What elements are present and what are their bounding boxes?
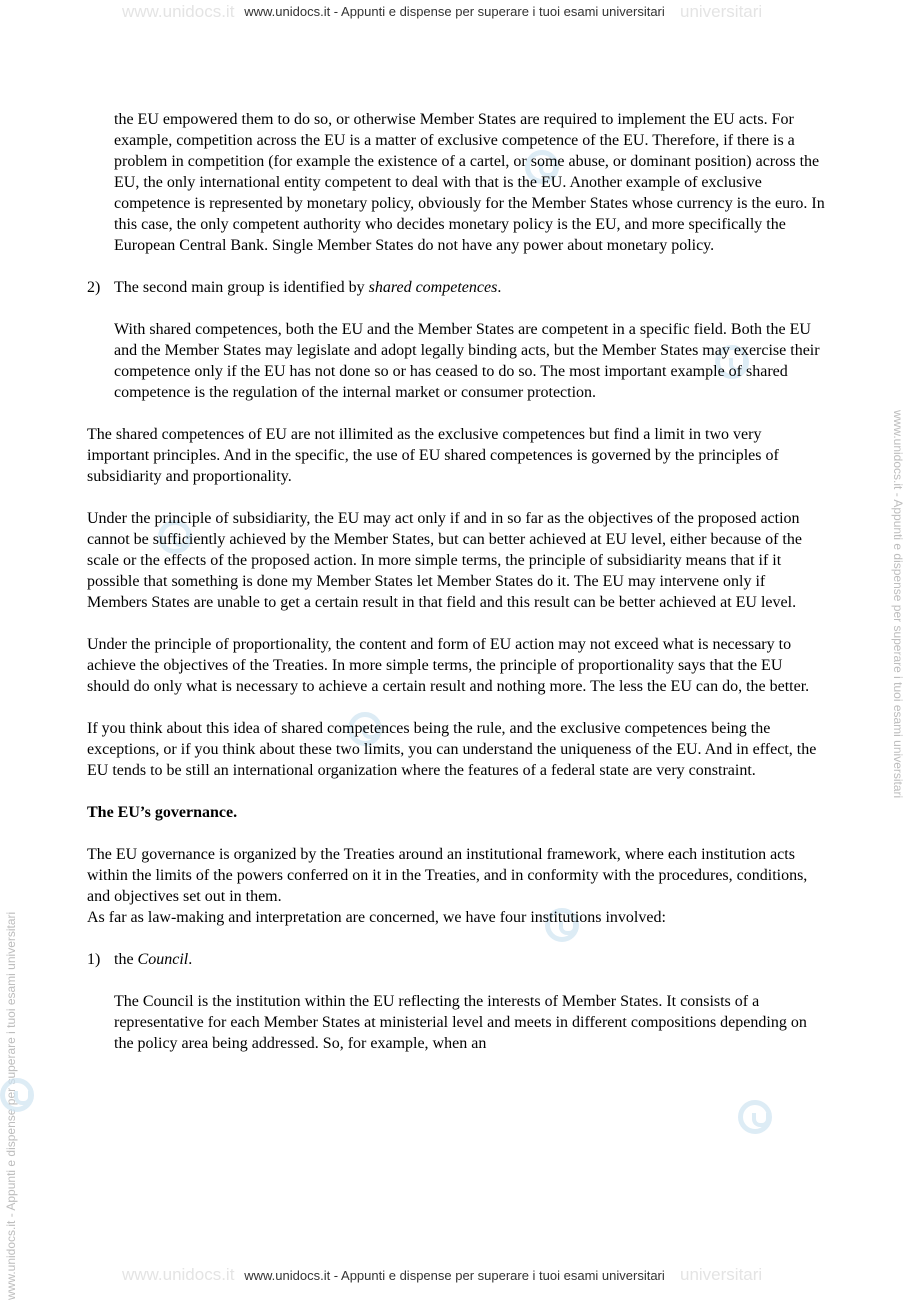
paragraph-council: The Council is the institution within the EU reflecting the interests of Member States. It consists of a representative for each Member States at ministerial level and meets in different compositions depending on the policy area being addressed. So, for example, when an [114, 993, 807, 1052]
list-item-emphasis: shared competences [368, 279, 498, 296]
watermark-ghost-text: universitari [680, 1265, 763, 1284]
list-number: 2) [87, 279, 101, 296]
watermark-ghost-text: www.unidocs.it [122, 1265, 235, 1284]
header-banner: www.unidocs.it - Appunti e dispense per superare i tuoi esami universitari [244, 4, 665, 19]
paragraph-shared-competences: With shared competences, both the EU and the Member States are competent in a specific field. Both the EU and the Member States may legislate and adopt legally binding acts, but the Member States may exercise their competence only if the EU has not done so or has ceased to do so. The most important example of shared competence is the regulation of the internal market or consumer protection. [114, 321, 820, 401]
list-item-text: The second main group is identified by [114, 279, 369, 296]
list-item-shared-competences [87, 277, 827, 298]
watermark-side-text: www.unidocs.it - Appunti e dispense per superare i tuoi esami universitari [891, 410, 905, 799]
watermark-logo-icon [738, 1100, 772, 1134]
paragraph-institutions-intro: As far as law-making and interpretation are concerned, we have four institutions involved: [87, 909, 666, 926]
list-item-punct: . [497, 279, 502, 296]
paragraph-limits: The shared competences of EU are not illimited as the exclusive competences but find a limit in two very important principles. And in the specific, the use of EU shared competences is governed by the principles of subsidiarity and proportionality. [87, 426, 779, 485]
footer-banner: www.unidocs.it - Appunti e dispense per superare i tuoi esami universitari [244, 1268, 665, 1283]
list-item-emphasis: Council [137, 951, 189, 968]
list-item-council [87, 949, 827, 970]
list-number: 1) [87, 951, 101, 968]
paragraph-subsidiarity: Under the principle of subsidiarity, the EU may act only if and in so far as the objectives of the proposed action cannot be sufficiently achieved by the Member States, but can better achieved at EU level, either because of the scale or the effects of the proposed action. In more simple terms, the principle of subsidiarity means that if it possible that something is done my Member States let Member States do it. The EU may intervene only if Members States are unable to get a certain result in that field and this result can be better achieved at EU level. [87, 510, 802, 611]
document-body [87, 109, 827, 1075]
watermark-logo-icon [0, 1078, 34, 1112]
watermark-side-text: www.unidocs.it - Appunti e dispense per superare i tuoi esami universitari [4, 911, 18, 1300]
section-heading: The EU’s governance. [87, 804, 238, 821]
watermark-ghost-text: universitari [680, 2, 763, 21]
paragraph-exclusive-competence-cont: the EU empowered them to do so, or otherwise Member States are required to implement the EU acts. For example, competition across the EU is a matter of exclusive competence of the EU. Therefore, if there is a problem in competition (for example the existence of a cartel, or some abuse, or dominant position) across the EU, the only international entity competent to deal with that is the EU. Another example of exclusive competence is represented by monetary policy, obviously for the Member States whose currency is the euro. In this case, the only competent authority who decides monetary policy is the EU, and more specifically the European Central Bank. Single Member States do not have any power about monetary policy. [114, 111, 825, 254]
list-item-punct: . [188, 951, 193, 968]
paragraph-uniqueness: If you think about this idea of shared competences being the rule, and the exclusive competences being the exceptions, or if you think about these two limits, you can understand the uniqueness of the EU. And in effect, the EU tends to be still an international organization where the features of a federal state are very constraint. [87, 720, 817, 779]
paragraph-proportionality: Under the principle of proportionality, the content and form of EU action may not exceed what is necessary to achieve the objectives of the Treaties. In more simple terms, the principle of proportionality says that the EU should do only what is necessary to achieve a certain result and nothing more. The less the EU can do, the better. [87, 636, 810, 695]
watermark-ghost-text: www.unidocs.it [122, 2, 235, 21]
list-item-text: the [114, 951, 138, 968]
paragraph-governance: The EU governance is organized by the Treaties around an institutional framework, where each institution acts within the limits of the powers conferred on it in the Treaties, and in conformity with the procedures, conditions, and objectives set out in them. [87, 846, 808, 905]
